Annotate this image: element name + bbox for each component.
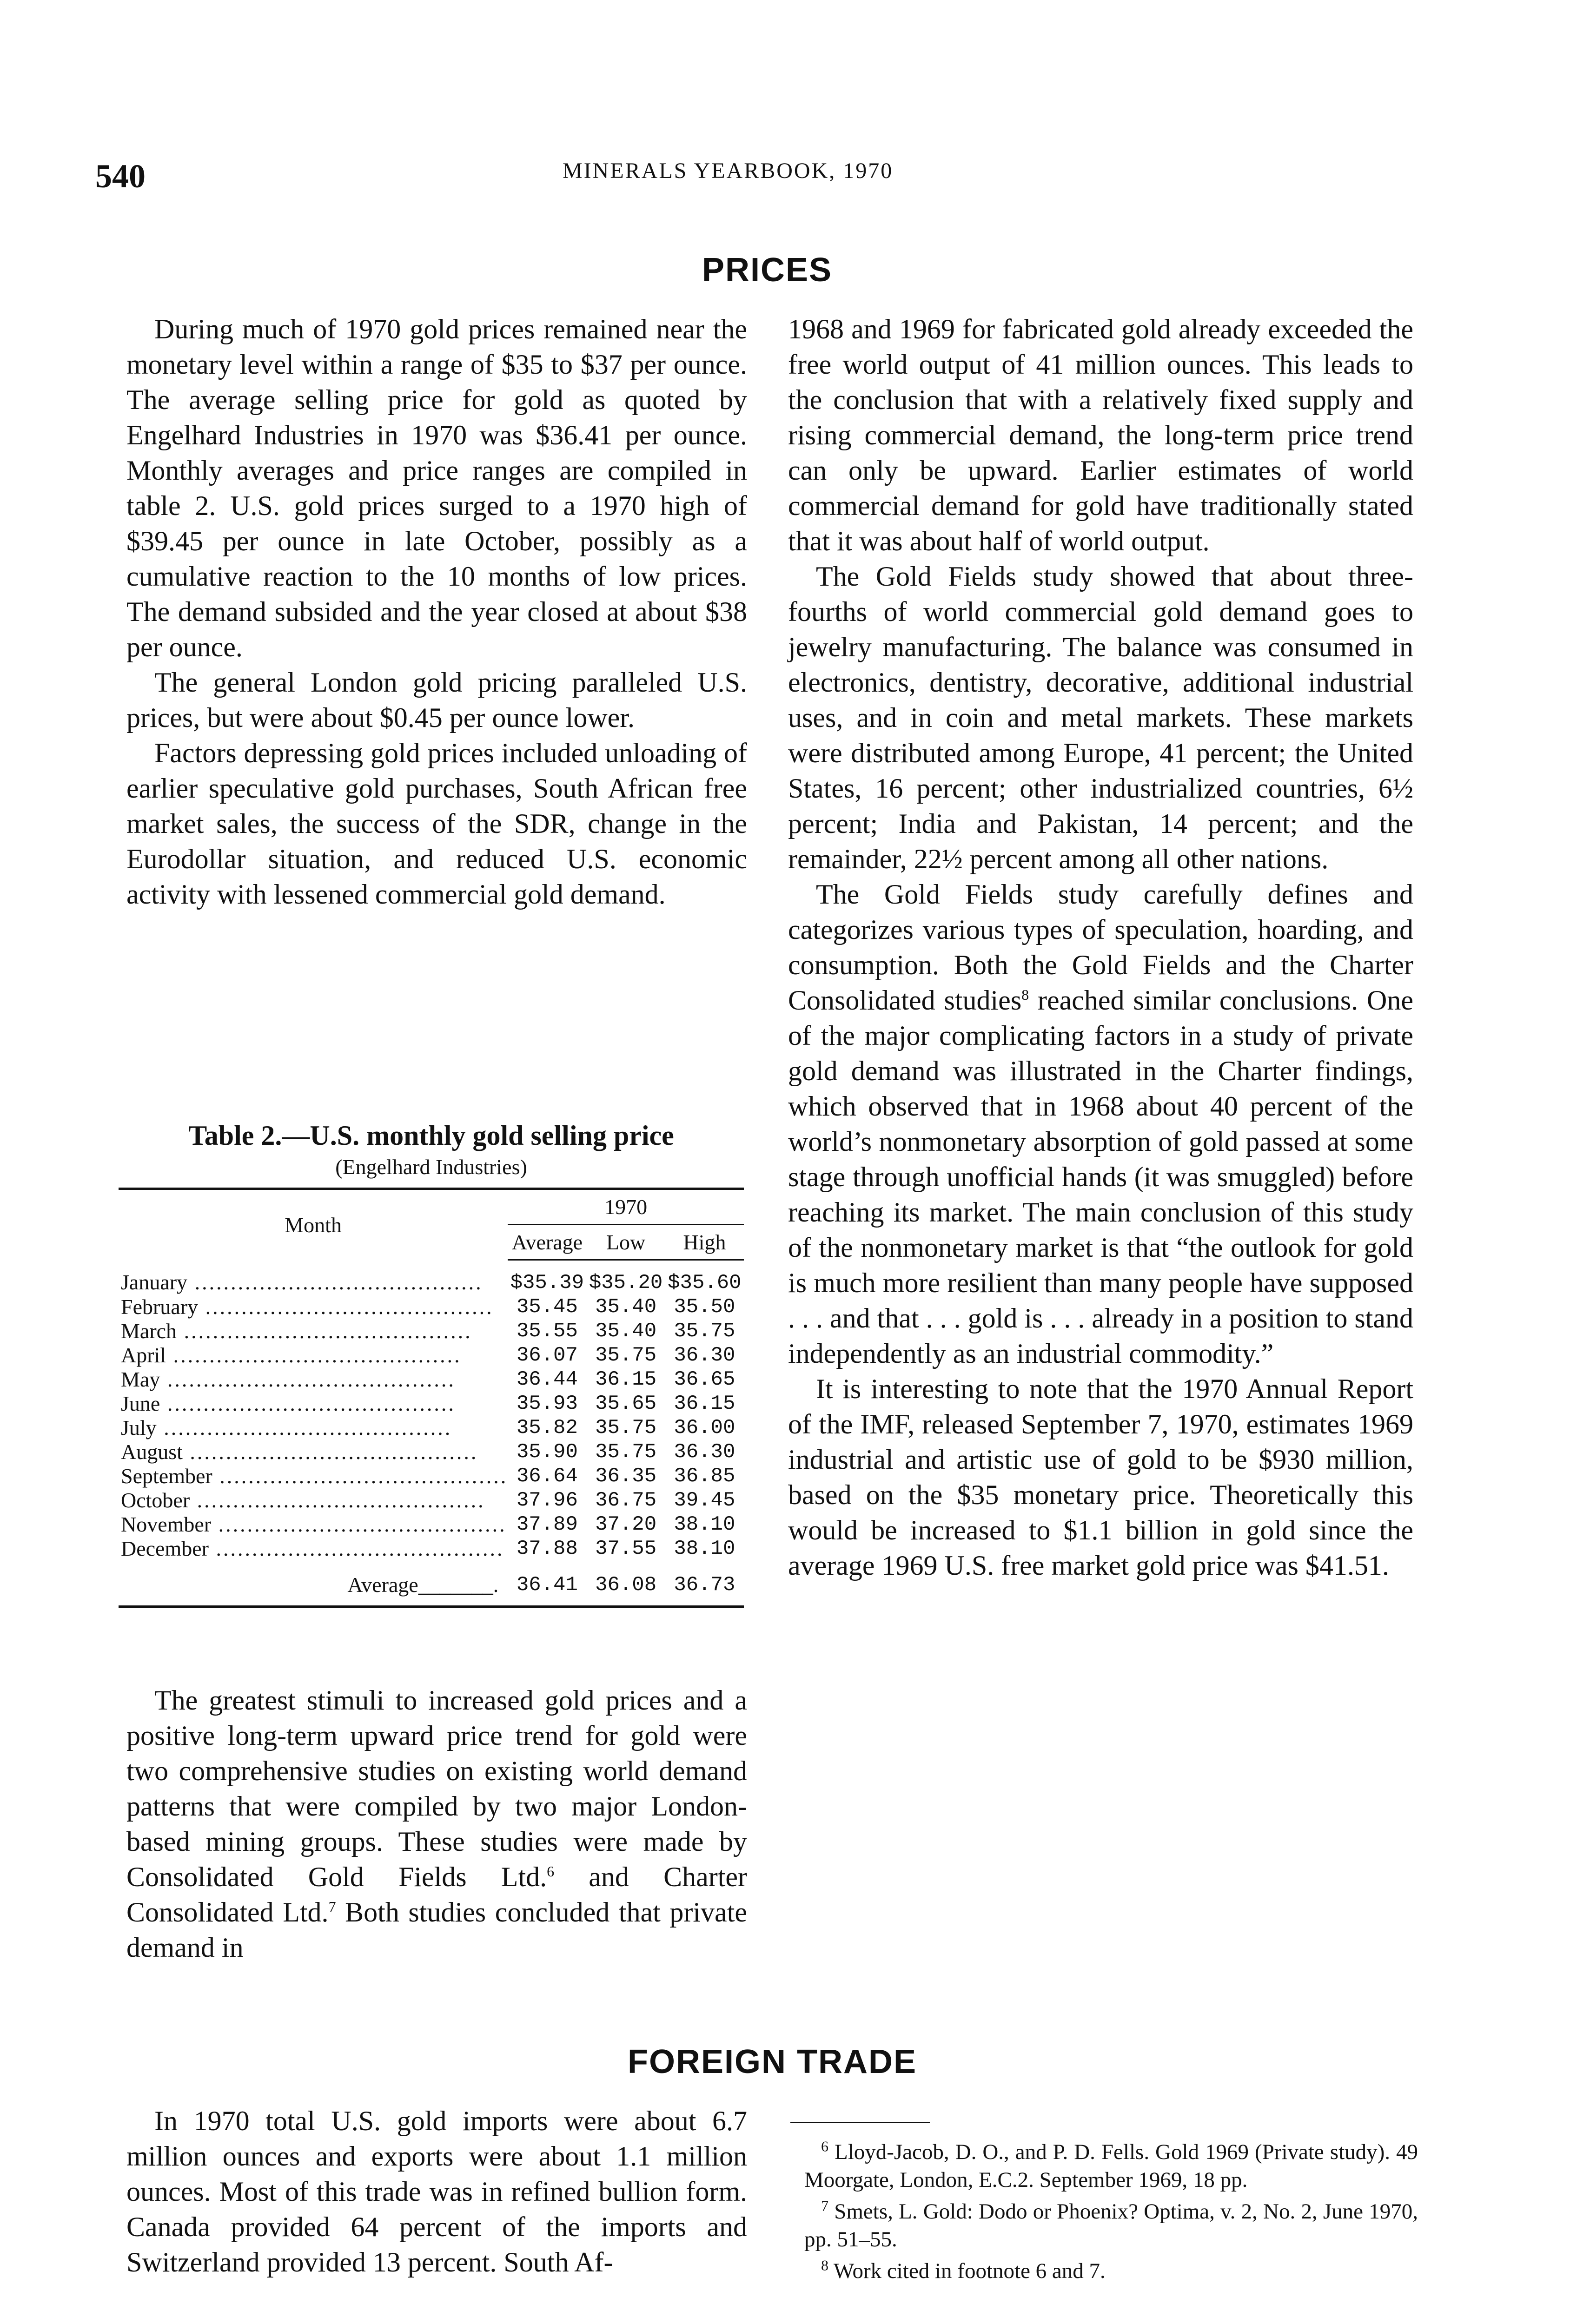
- col-header-high: High: [665, 1225, 744, 1260]
- col-header-year: 1970: [508, 1189, 744, 1225]
- low-cell: 35.65: [595, 1392, 657, 1415]
- table-row: [119, 1392, 744, 1416]
- low-cell: 37.55: [595, 1537, 657, 1560]
- high-cell: 38.10: [674, 1537, 735, 1560]
- month-cell: August .....: [119, 1440, 508, 1464]
- average-cell: 35.45: [516, 1295, 578, 1319]
- table-row: [119, 1319, 744, 1343]
- text: The Gold Fields study carefully defines and categorizes various types of speculation, hoarding, and consumption. Both the Gold Fields and the Charter Consolidated studies: [788, 879, 1413, 1016]
- text: Both studies concluded that private demand in: [126, 1897, 747, 1963]
- table-title: Table 2.—U.S. monthly gold selling price: [188, 1120, 674, 1151]
- table-row: [119, 1464, 744, 1488]
- text: The greatest stimuli to increased gold prices and a positive long-term upward price trend for gold were two comprehensive studies on existing world demand patterns that were compiled by two major London-based mining groups. These studies were made by Consolidated Gold Fields Ltd.: [126, 1685, 747, 1892]
- high-cell: 36.65: [674, 1368, 735, 1391]
- paragraph: 1968 and 1969 for fabricated gold already exceeded the free world output of 41 million ounces. This leads to the conclusion that with a relatively fixed supply and rising commercial demand, the long-term price trend can only be upward. Earlier estimates of world commercial demand for gold have traditionally stated that it was about half of world output.: [788, 314, 1413, 556]
- foreign-trade-text: [126, 2103, 747, 2280]
- low-cell: 35.40: [595, 1295, 657, 1319]
- footnote-number: 6: [821, 2138, 828, 2155]
- paragraph: [788, 877, 1413, 1371]
- footnote-marker: 7: [328, 1898, 336, 1915]
- low-cell: 35.40: [595, 1320, 657, 1343]
- average-cell: 36.64: [516, 1465, 578, 1488]
- table-row: [119, 1512, 744, 1537]
- section-heading-foreign-trade: FOREIGN TRADE: [628, 2043, 917, 2080]
- low-cell: 36.15: [595, 1368, 657, 1391]
- footnote-number: 8: [821, 2257, 828, 2274]
- footnote-marker: 8: [1021, 986, 1029, 1003]
- right-column: [788, 311, 1413, 1583]
- footnote-marker: 6: [547, 1863, 555, 1880]
- month-cell: January .....: [119, 1260, 508, 1295]
- low-cell: 35.75: [595, 1344, 657, 1367]
- section-heading-prices: PRICES: [702, 251, 833, 289]
- high-cell: 36.73: [665, 1561, 744, 1607]
- high-cell: 36.30: [674, 1344, 735, 1367]
- high-cell: 36.85: [674, 1465, 735, 1488]
- table-row: [119, 1343, 744, 1367]
- footnote: [804, 2257, 1418, 2285]
- average-cell: 37.96: [516, 1489, 578, 1512]
- table-subtitle: (Engelhard Industries): [335, 1155, 527, 1179]
- paragraph: In 1970 total U.S. gold imports were about 6.7 million ounces and exports were about 1.1 million ounces. Most of this trade was in refined bullion form. Canada provided 64 percent of the imports and Switzerland provided 13 percent. South Af-: [126, 2106, 747, 2278]
- low-cell: 36.08: [586, 1561, 665, 1607]
- gold-price-table: [119, 1188, 744, 1608]
- paragraph: The general London gold pricing paralleled U.S. prices, but were about $0.45 per ounce lower.: [126, 667, 747, 733]
- table-row: [119, 1295, 744, 1319]
- left-column-top: [126, 311, 747, 912]
- footnotes: [804, 2138, 1418, 2289]
- high-cell: 39.45: [674, 1489, 735, 1512]
- average-cell: 35.82: [516, 1416, 578, 1439]
- month-cell: April .....: [119, 1343, 508, 1367]
- table-row: [119, 1488, 744, 1512]
- text: and Charter Consolidated Ltd.: [126, 1862, 748, 1928]
- average-label: Average_______.: [119, 1561, 508, 1607]
- high-cell: 35.50: [674, 1295, 735, 1319]
- footnote: [804, 2138, 1418, 2194]
- low-cell: 37.20: [595, 1513, 657, 1536]
- average-cell: 36.44: [516, 1368, 578, 1391]
- paragraph: The Gold Fields study showed that about three-fourths of world commercial gold demand goes to jewelry manufacturing. The balance was consumed in electronics, dentistry, decorative, additional industrial uses, and in coin and metal markets. These markets were distributed among Europe, 41 percent; the United States, 16 percent; other industrialized countries, 6½ percent; India and Pakistan, 14 percent; and the remainder, 22½ percent among all other nations.: [788, 561, 1413, 874]
- col-header-month: Month: [285, 1213, 342, 1237]
- table-row: [119, 1260, 744, 1295]
- month-cell: October .....: [119, 1488, 508, 1512]
- footnote-number: 7: [821, 2197, 828, 2214]
- low-cell: 36.35: [595, 1465, 657, 1488]
- high-cell: 38.10: [674, 1513, 735, 1536]
- left-column-after-table: [126, 1683, 747, 1965]
- month-cell: September .....: [119, 1464, 508, 1488]
- month-cell: June .....: [119, 1392, 508, 1416]
- high-cell: 36.15: [674, 1392, 735, 1415]
- footnote-divider: [790, 2122, 930, 2123]
- average-cell: 35.90: [516, 1440, 578, 1464]
- paragraph: [126, 1683, 747, 1965]
- average-cell: 36.07: [516, 1344, 578, 1367]
- month-cell: July .....: [119, 1416, 508, 1440]
- paragraph: Factors depressing gold prices included unloading of earlier speculative gold purchases, South African free market sales, the success of the SDR, change in the Eurodollar situation, and reduced U.S. economic activity with lessened commercial gold demand.: [126, 738, 747, 910]
- table-row: [119, 1416, 744, 1440]
- month-cell: December .....: [119, 1537, 508, 1561]
- month-cell: February .....: [119, 1295, 508, 1319]
- average-cell: $35.39: [510, 1271, 584, 1294]
- table-2: [119, 1118, 744, 1608]
- table-row: [119, 1440, 744, 1464]
- average-cell: 35.93: [516, 1392, 578, 1415]
- average-cell: 35.55: [516, 1320, 578, 1343]
- month-cell: November .....: [119, 1512, 508, 1537]
- table-row: [119, 1367, 744, 1392]
- average-cell: 37.89: [516, 1513, 578, 1536]
- low-cell: 35.75: [595, 1440, 657, 1464]
- text: reached similar conclusions. One of the major complicating factors in a study of private gold demand was illustrated in the Charter findings, which observed that in 1968 about 40 percent of the world’s nonmonetary absorption of gold passed at some stage through unofficial hands (it was smuggled) before reaching its market. The main conclusion of this study of the nonmonetary market is that “the outlook for gold is much more resilient than many people have supposed . . . and that . . . gold is . . . already in a position to stand independently as an industrial commodity.”: [788, 985, 1414, 1369]
- low-cell: 36.75: [595, 1489, 657, 1512]
- low-cell: 35.75: [595, 1416, 657, 1439]
- low-cell: $35.20: [589, 1271, 663, 1294]
- high-cell: 36.30: [674, 1440, 735, 1464]
- average-cell: 37.88: [516, 1537, 578, 1560]
- running-head: MINERALS YEARBOOK, 1970: [563, 158, 894, 183]
- footnote: [804, 2198, 1418, 2253]
- table-average-row: [119, 1561, 744, 1607]
- footnote-text: Work cited in footnote 6 and 7.: [833, 2259, 1106, 2283]
- paragraph: It is interesting to note that the 1970 Annual Report of the IMF, released September 7, 1970, estimates 1969 industrial and artistic use of gold to be $930 million, based on the $35 monetary price. Theoretically this would be increased to $1.1 billion in gold since the average 1969 U.S. free market gold price was $41.51.: [788, 1373, 1413, 1581]
- paragraph: During much of 1970 gold prices remained near the monetary level within a range of $35 to $37 per ounce. The average selling price for gold as quoted by Engelhard Industries in 1970 was $36.41 per ounce. Monthly averages and price ranges are compiled in table 2. U.S. gold prices surged to a 1970 high of $39.45 per ounce in late October, possibly as a cumulative reaction to the 10 months of low prices. The demand subsided and the year closed at about $38 per ounce.: [126, 314, 747, 662]
- month-cell: May .....: [119, 1367, 508, 1392]
- average-cell: 36.41: [508, 1561, 586, 1607]
- col-header-average: Average: [508, 1225, 586, 1260]
- footnote-text: Lloyd-Jacob, D. O., and P. D. Fells. Gold 1969 (Private study). 49 Moorgate, London, E.C.2. September 1969, 18 pp.: [804, 2140, 1418, 2192]
- footnote-text: Smets, L. Gold: Dodo or Phoenix? Optima, v. 2, No. 2, June 1970, pp. 51–55.: [804, 2199, 1418, 2251]
- high-cell: 35.75: [674, 1320, 735, 1343]
- high-cell: $35.60: [668, 1271, 742, 1294]
- high-cell: 36.00: [674, 1416, 735, 1439]
- col-header-low: Low: [586, 1225, 665, 1260]
- month-cell: March .....: [119, 1319, 508, 1343]
- table-row: [119, 1537, 744, 1561]
- page-number: 540: [95, 158, 146, 195]
